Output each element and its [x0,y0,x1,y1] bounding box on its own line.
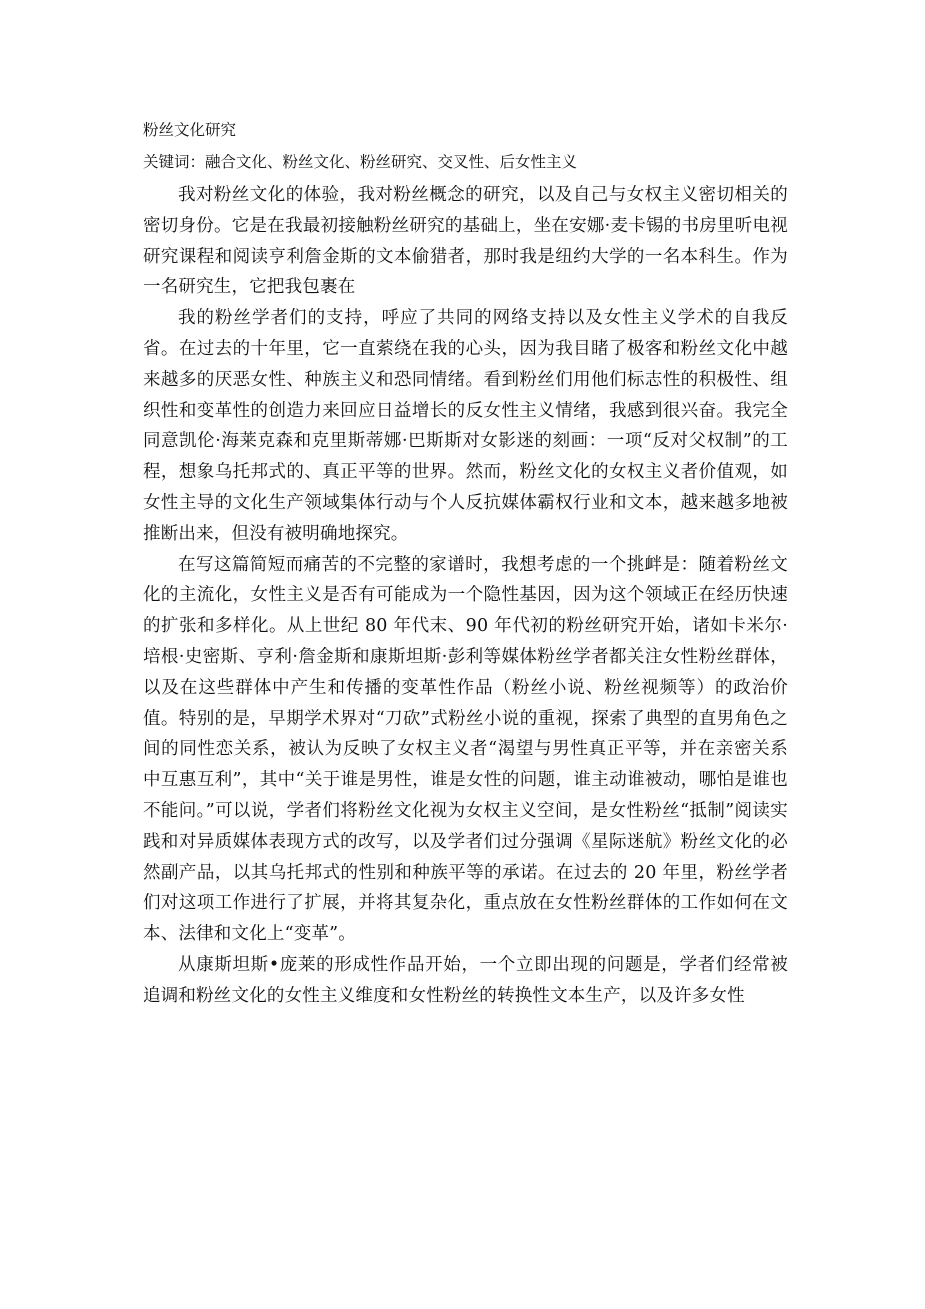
body-paragraph-2: 我的粉丝学者们的支持，呼应了共同的网络支持以及女性主义学术的自我反省。在过去的十年里，它一直萦绕在我的心头，因为我目睹了极客和粉丝文化中越来越多的厌恶女性、种族主义和恐同情绪。看到粉丝们用他们标志性的积极性、组织性和变革性的创造力来回应日益增长的反女性主义情绪，我感到很兴奋。我完全同意凯伦·海莱克森和克里斯蒂娜·巴斯斯对女影迷的刻画：一项“反对父权制”的工程，想象乌托邦式的、真正平等的世界。然而，粉丝文化的女权主义者价值观，如女性主导的文化生产领域集体行动与个人反抗媒体霸权行业和文本，越来越多地被推断出来，但没有被明确地探究。 [143,308,788,544]
document-page [143,118,788,1012]
document-title: 粉丝文化研究 [143,121,237,139]
keywords-line: 关键词：融合文化、粉丝文化、粉丝研究、交叉性、后女性主义 [143,153,578,171]
body-paragraph-1: 我对粉丝文化的体验，我对粉丝概念的研究，以及自己与女权主义密切相关的密切身份。它是在我最初接触粉丝研究的基础上，坐在安娜·麦卡锡的书房里听电视研究课程和阅读亨利詹金斯的文本偷猎者，那时我是纽约大学的一名本科生。作为一名研究生，它把我包裹在 [143,185,788,298]
body-paragraph-3: 在写这篇简短而痛苦的不完整的家谱时，我想考虑的一个挑衅是：随着粉丝文化的主流化，女性主义是否有可能成为一个隐性基因，因为这个领域正在经历快速的扩张和多样化。从上世纪 80 年代末、90 年代初的粉丝研究开始，诸如卡米尔·培根·史密斯、亨利·詹金斯和康斯坦斯·彭利等媒体粉丝学者都关注女性粉丝群体，以及在这些群体中产生和传播的变革性作品（粉丝小说、粉丝视频等）的政治价值。特别的是，早期学术界对“刀砍”式粉丝小说的重视，探索了典型的直男角色之间的同性恋关系，被认为反映了女权主义者“渴望与男性真正平等，并在亲密关系中互惠互利”，其中“关于谁是男性，谁是女性的问题，谁主动谁被动，哪怕是谁也不能问。”可以说，学者们将粉丝文化视为女权主义空间，是女性粉丝“抵制”阅读实践和对异质媒体表现方式的改写，以及学者们过分强调《星际迷航》粉丝文化的必然副产品，以其乌托邦式的性别和种族平等的承诺。在过去的 20 年里，粉丝学者们对这项工作进行了扩展，并将其复杂化，重点放在女性粉丝群体的工作如何在文本、法律和文化上“变革”。 [143,554,788,945]
body-paragraph-4: 从康斯坦斯•庞莱的形成性作品开始，一个立即出现的问题是，学者们经常被追调和粉丝文化的女性主义维度和女性粉丝的转换性文本生产，以及许多女性 [143,954,788,1006]
